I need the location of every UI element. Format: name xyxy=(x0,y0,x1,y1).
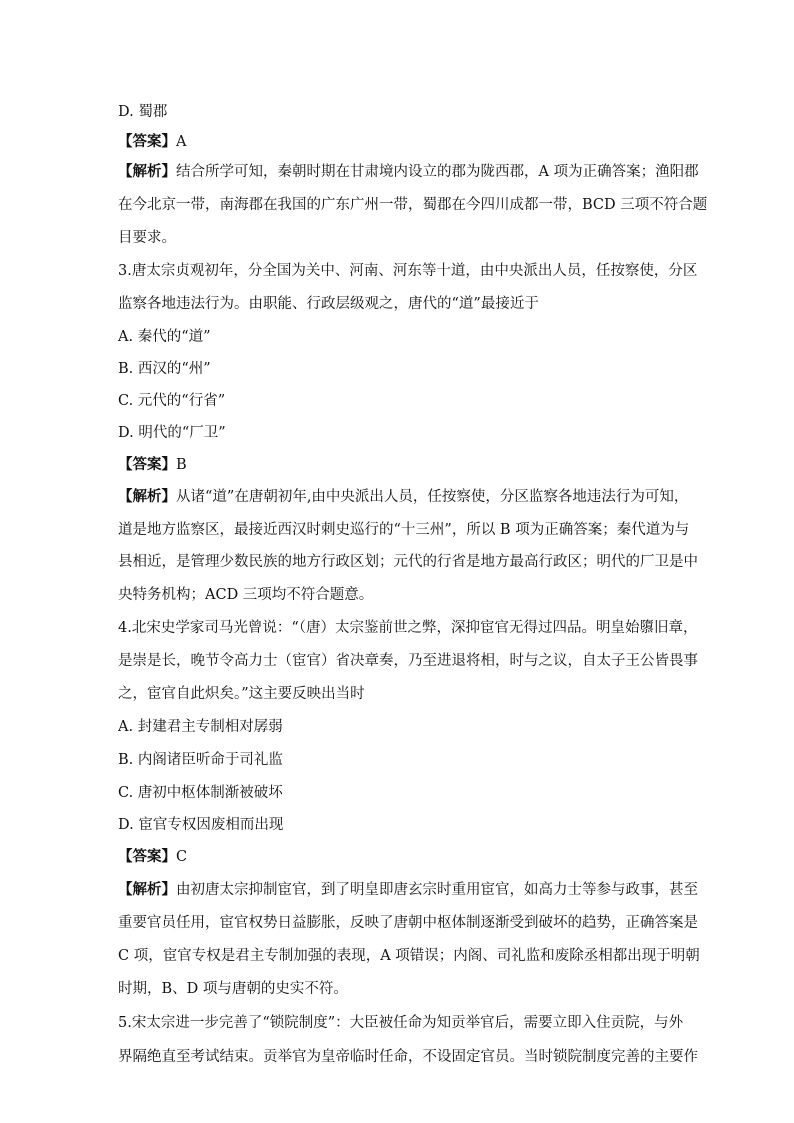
option-text: A. 秦代的“道” xyxy=(118,329,211,345)
analysis-line xyxy=(118,488,688,506)
option-text: C. 元代的“行省” xyxy=(118,393,226,409)
option-text: D. 蜀郡 xyxy=(118,104,168,120)
text-line xyxy=(118,295,539,313)
answer-text: B xyxy=(176,457,187,473)
text-text: C 项，宦官专权是君主专制加强的表现，A 项错误；内阁、司礼监和废除丞相都出现于明朝 xyxy=(118,948,700,964)
text-line xyxy=(118,229,176,247)
option-line xyxy=(118,360,211,378)
answer-text: C xyxy=(176,849,188,865)
question-line xyxy=(118,262,697,280)
text-text: 道是地方监察区，最接近西汉时刺史巡行的“十三州”，所以 B 项为正确答案；秦代道为与 xyxy=(118,522,690,538)
analysis-tag: 【解析】 xyxy=(118,881,176,898)
text-text: 央特务机构；ACD 三项均不符合题意。 xyxy=(118,587,374,603)
text-text: 之，宦官自此炽矣。”这主要反映出当时 xyxy=(118,686,365,702)
answer-tag: 【答案】 xyxy=(118,133,176,150)
option-text: B. 西汉的“州” xyxy=(118,361,211,377)
text-text: 是崇是长，晚节令高力士（宦官）省决章奏，乃至进退将相，时与之议，自太子王公皆畏事 xyxy=(118,653,698,669)
text-text: 界隔绝直至考试结束。贡举官为皇帝临时任命，不设固定官员。当时锁院制度完善的主要作 xyxy=(118,1049,698,1065)
analysis-text: 由初唐太宗抑制宦官，到了明皇即唐玄宗时重用宦官，如高力士等参与政事，甚至 xyxy=(176,882,698,898)
question-line xyxy=(118,1014,683,1032)
text-text: 县相近，是管理少数民族的地方行政区划；元代的行省是地方最高行政区；明代的厂卫是中 xyxy=(118,554,698,570)
option-text: D. 宦官专权因废相而出现 xyxy=(118,817,284,833)
option-line xyxy=(118,751,283,769)
text-line xyxy=(118,1048,698,1066)
text-line xyxy=(118,586,373,604)
analysis-line xyxy=(118,163,699,181)
text-text: 在今北京一带，南海郡在我国的广东广州一带，蜀郡在今四川成都一带，BCD 三项不符合题 xyxy=(118,197,708,213)
analysis-tag: 【解析】 xyxy=(118,488,176,505)
answer-tag: 【答案】 xyxy=(118,456,176,473)
option-line xyxy=(118,784,283,802)
analysis-tag: 【解析】 xyxy=(118,163,176,180)
option-text: C. 唐初中枢体制渐被破坏 xyxy=(118,785,283,801)
option-line xyxy=(118,816,283,834)
text-text: 重要官员任用，宦官权势日益膨胀，反映了唐朝中枢体制逐渐受到破坏的趋势，正确答案是 xyxy=(118,915,698,931)
text-text: 监察各地违法行为。由职能、行政层级观之，唐代的“道”最接近于 xyxy=(118,296,539,312)
answer-text: A xyxy=(176,134,187,150)
text-line xyxy=(118,685,365,703)
answer-line xyxy=(118,456,187,474)
text-line xyxy=(118,914,698,932)
text-text: 目要求。 xyxy=(118,230,176,246)
text-line xyxy=(118,196,707,214)
answer-line xyxy=(118,133,186,151)
text-line xyxy=(118,553,698,571)
answer-tag: 【答案】 xyxy=(118,848,176,865)
analysis-text: 结合所学可知，秦朝时期在甘肃境内设立的郡为陇西郡，A 项为正确答案；渔阳郡 xyxy=(176,164,699,180)
text-line xyxy=(118,521,689,539)
question-line xyxy=(118,619,698,637)
option-line xyxy=(118,392,225,410)
option-text: A. 封建君主专制相对孱弱 xyxy=(118,719,283,735)
text-line xyxy=(118,947,700,965)
answer-line xyxy=(118,848,187,866)
option-line xyxy=(118,718,283,736)
question-text: 4.北宋史学家司马光曾说：“（唐）太宗鉴前世之弊，深抑宦官无得过四品。明皇始隳旧章， xyxy=(118,620,698,636)
option-text: D. 明代的“厂卫” xyxy=(118,425,226,441)
text-line xyxy=(118,652,698,670)
question-text: 3.唐太宗贞观初年，分全国为关中、河南、河东等十道，由中央派出人员，任按察使，分区 xyxy=(118,263,698,279)
option-line xyxy=(118,103,167,121)
text-line xyxy=(118,980,348,998)
option-text: B. 内阁诸臣听命于司礼监 xyxy=(118,752,283,768)
option-line xyxy=(118,328,211,346)
option-line xyxy=(118,424,226,442)
question-text: 5.宋太宗进一步完善了“锁院制度”：大臣被任命为知贡举官后，需要立即入住贡院，与外 xyxy=(118,1015,684,1031)
text-text: 时期，B、D 项与唐朝的史实不符。 xyxy=(118,981,348,997)
analysis-text: 从诸“道”在唐朝初年,由中央派出人员，任按察使，分区监察各地违法行为可知， xyxy=(176,489,689,505)
analysis-line xyxy=(118,881,698,899)
